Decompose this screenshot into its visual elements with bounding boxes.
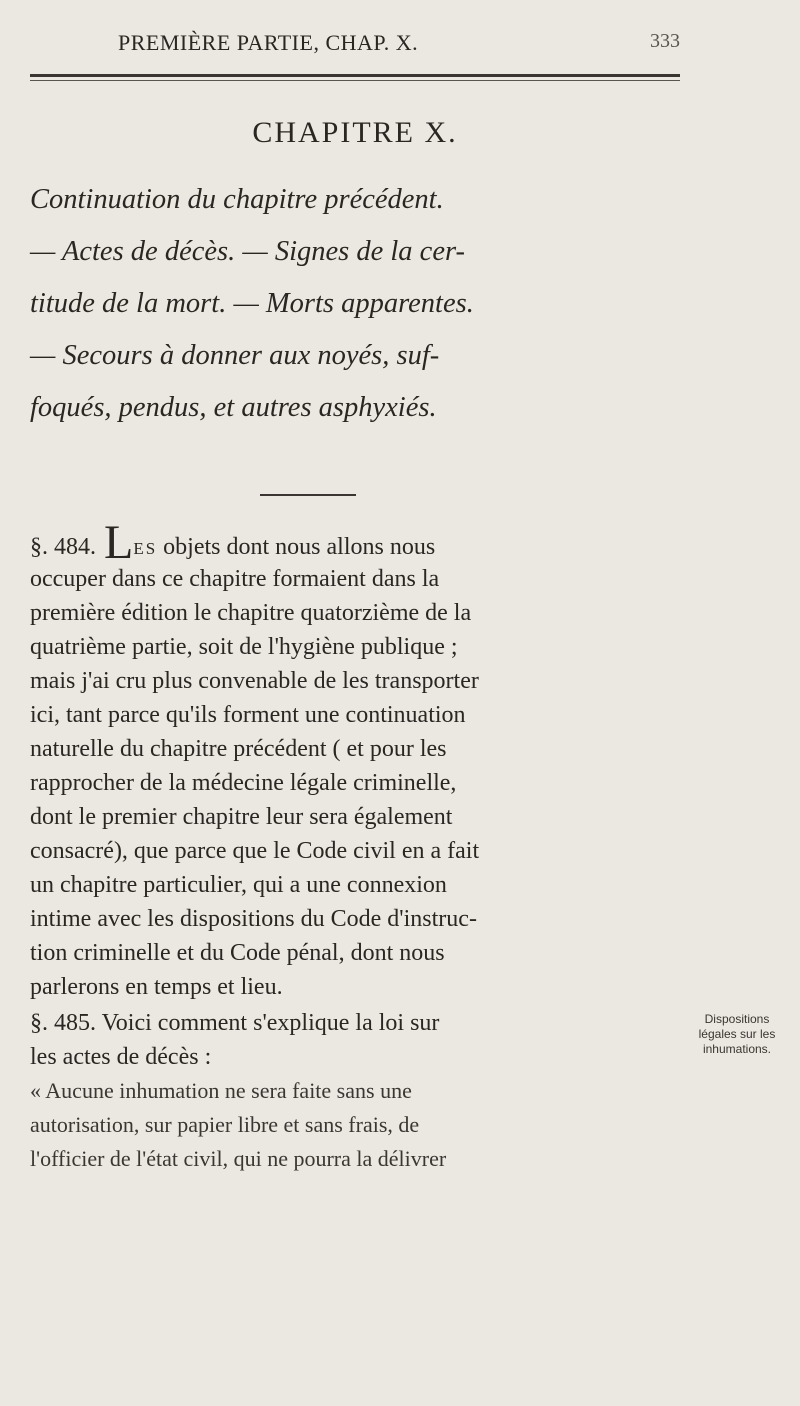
margin-note-line: légales sur les — [698, 1027, 776, 1041]
quote-line: autorisation, sur papier libre et sans frais, de — [30, 1112, 420, 1137]
margin-note-line: Dispositions — [704, 1012, 770, 1026]
small-caps: ES — [133, 539, 158, 558]
text-line: naturelle du chapitre précédent ( et pour les — [30, 736, 447, 762]
paragraph-484 — [30, 516, 680, 1004]
text-line: parlerons en temps et lieu. — [30, 974, 283, 1000]
text-line: première édition le chapitre quatorzième de la — [30, 600, 472, 626]
paragraph-first-line — [30, 516, 680, 569]
running-title: PREMIÈRE PARTIE, CHAP. X. — [118, 30, 419, 55]
text-line: consacré), que parce que le Code civil en a fait — [30, 838, 480, 864]
first-line-text: objets dont nous allons nous — [163, 534, 436, 560]
paragraph-485 — [30, 1006, 680, 1176]
text-line: quatrième partie, soit de l'hygiène publique ; — [30, 634, 458, 660]
section-separator — [260, 494, 356, 496]
text-line: intime avec les dispositions du Code d'instruc- — [30, 906, 477, 932]
drop-cap: L — [104, 516, 134, 569]
summary-line: foqués, pendus, et autres asphyxiés. — [30, 392, 437, 423]
text-line: un chapitre particulier, qui a une connexion — [30, 872, 447, 898]
summary-line: — Secours à donner aux noyés, suf- — [30, 340, 440, 371]
margin-note — [682, 1012, 792, 1057]
summary-line: titude de la mort. — Morts apparentes. — [30, 288, 474, 319]
text-line: tion criminelle et du Code pénal, dont nous — [30, 940, 445, 966]
text-line: rapprocher de la médecine légale criminelle, — [30, 770, 457, 796]
header-rule — [30, 74, 680, 77]
text-line: dont le premier chapitre leur sera également — [30, 804, 453, 830]
running-head — [118, 30, 680, 60]
text-line: mais j'ai cru plus convenable de les transporter — [30, 668, 479, 694]
chapter-heading: CHAPITRE X. — [252, 116, 458, 149]
section-number: §. 484. — [30, 534, 96, 560]
summary-line: — Actes de décès. — Signes de la cer- — [30, 236, 465, 267]
quote-line: l'officier de l'état civil, qui ne pourra la délivrer — [30, 1146, 447, 1171]
text-line: les actes de décès : — [30, 1044, 212, 1070]
text-line: occuper dans ce chapitre formaient dans la — [30, 566, 440, 592]
page-number: 333 — [650, 30, 680, 52]
quote-line: « Aucune inhumation ne sera faite sans une — [30, 1078, 412, 1103]
text-line: ici, tant parce qu'ils forment une continuation — [30, 702, 466, 728]
chapter-summary — [30, 174, 680, 434]
summary-line: Continuation du chapitre précédent. — [30, 184, 444, 215]
margin-note-line: inhumations. — [702, 1042, 772, 1056]
text-line: §. 485. Voici comment s'explique la loi sur — [30, 1010, 440, 1036]
